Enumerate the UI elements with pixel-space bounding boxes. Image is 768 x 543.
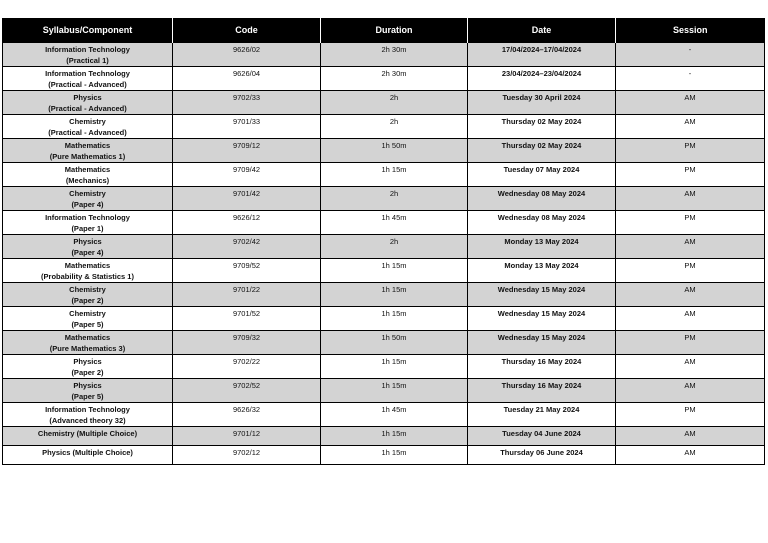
header-syllabus: Syllabus/Component: [3, 18, 173, 43]
exam-timetable: [2, 18, 764, 465]
session-cell: -: [616, 43, 765, 67]
table-row: [3, 235, 765, 259]
subject-name: Chemistry: [69, 285, 106, 294]
component-name: (Paper 2): [71, 295, 104, 305]
duration-cell: 1h 15m: [321, 163, 468, 187]
subject-cell: [3, 67, 173, 91]
date-cell: Monday 13 May 2024: [468, 259, 616, 283]
code-cell: 9709/32: [173, 331, 321, 355]
duration-cell: 1h 45m: [321, 211, 468, 235]
code-cell: 9626/02: [173, 43, 321, 67]
subject-name: Mathematics: [64, 165, 111, 174]
code-cell: 9701/12: [173, 427, 321, 446]
subject-name: Mathematics: [64, 261, 111, 270]
subject-cell: [3, 163, 173, 187]
table-row: [3, 403, 765, 427]
duration-cell: 1h 15m: [321, 427, 468, 446]
duration-cell: 1h 15m: [321, 259, 468, 283]
duration-cell: 2h: [321, 115, 468, 139]
component-name: (Practical 1): [66, 55, 109, 65]
table-row: [3, 355, 765, 379]
subject-cell: [3, 91, 173, 115]
subject-cell: [3, 235, 173, 259]
session-cell: PM: [616, 331, 765, 355]
code-cell: 9702/42: [173, 235, 321, 259]
session-cell: AM: [616, 187, 765, 211]
component-name: (Advanced theory 32): [49, 415, 126, 425]
header-row: [3, 18, 765, 43]
code-cell: 9701/33: [173, 115, 321, 139]
subject-cell: [3, 43, 173, 67]
date-cell: Wednesday 15 May 2024: [468, 307, 616, 331]
subject-name: Chemistry: [69, 309, 106, 318]
duration-cell: 1h 15m: [321, 355, 468, 379]
duration-cell: 2h 30m: [321, 43, 468, 67]
code-cell: 9701/52: [173, 307, 321, 331]
code-cell: 9626/12: [173, 211, 321, 235]
date-cell: Thursday 16 May 2024: [468, 355, 616, 379]
duration-cell: 1h 15m: [321, 307, 468, 331]
date-cell: 17/04/2024–17/04/2024: [468, 43, 616, 67]
subject-cell: [3, 379, 173, 403]
duration-cell: 1h 15m: [321, 446, 468, 465]
code-cell: 9701/42: [173, 187, 321, 211]
table-row: [3, 379, 765, 403]
duration-cell: 2h 30m: [321, 67, 468, 91]
header-date: Date: [468, 18, 616, 43]
date-cell: Tuesday 04 June 2024: [468, 427, 616, 446]
session-cell: AM: [616, 91, 765, 115]
code-cell: 9709/52: [173, 259, 321, 283]
code-cell: 9701/22: [173, 283, 321, 307]
code-cell: 9709/42: [173, 163, 321, 187]
subject-name: Physics (Multiple Choice): [42, 448, 133, 457]
component-name: (Paper 4): [71, 247, 104, 257]
duration-cell: 1h 50m: [321, 331, 468, 355]
subject-cell: [3, 259, 173, 283]
date-cell: Wednesday 08 May 2024: [468, 187, 616, 211]
component-name: (Paper 1): [71, 223, 104, 233]
session-cell: AM: [616, 307, 765, 331]
code-cell: 9626/04: [173, 67, 321, 91]
subject-cell: [3, 139, 173, 163]
session-cell: PM: [616, 163, 765, 187]
date-cell: Tuesday 30 April 2024: [468, 91, 616, 115]
component-name: (Practical - Advanced): [48, 127, 127, 137]
component-name: (Mechanics): [65, 175, 110, 185]
date-cell: Tuesday 07 May 2024: [468, 163, 616, 187]
component-name: (Pure Mathematics 3): [49, 343, 126, 353]
subject-cell: [3, 211, 173, 235]
table-row: [3, 427, 765, 446]
duration-cell: 2h: [321, 235, 468, 259]
table-row: [3, 446, 765, 465]
session-cell: AM: [616, 446, 765, 465]
table-row: [3, 139, 765, 163]
date-cell: Thursday 02 May 2024: [468, 115, 616, 139]
subject-cell: [3, 355, 173, 379]
date-cell: Wednesday 15 May 2024: [468, 331, 616, 355]
session-cell: -: [616, 67, 765, 91]
header-code: Code: [173, 18, 321, 43]
date-cell: Wednesday 15 May 2024: [468, 283, 616, 307]
subject-cell: [3, 115, 173, 139]
timetable-table: [2, 18, 765, 465]
subject-name: Physics: [73, 237, 102, 246]
session-cell: PM: [616, 211, 765, 235]
table-row: [3, 211, 765, 235]
header-duration: Duration: [321, 18, 468, 43]
table-row: [3, 163, 765, 187]
date-cell: Thursday 06 June 2024: [468, 446, 616, 465]
code-cell: 9626/32: [173, 403, 321, 427]
date-cell: Wednesday 08 May 2024: [468, 211, 616, 235]
session-cell: PM: [616, 403, 765, 427]
session-cell: AM: [616, 283, 765, 307]
table-row: [3, 43, 765, 67]
code-cell: 9702/33: [173, 91, 321, 115]
date-cell: Thursday 02 May 2024: [468, 139, 616, 163]
duration-cell: 2h: [321, 91, 468, 115]
component-name: (Paper 5): [71, 319, 104, 329]
date-cell: Thursday 16 May 2024: [468, 379, 616, 403]
date-cell: Tuesday 21 May 2024: [468, 403, 616, 427]
table-row: [3, 187, 765, 211]
subject-cell: [3, 331, 173, 355]
code-cell: 9709/12: [173, 139, 321, 163]
session-cell: AM: [616, 355, 765, 379]
session-cell: AM: [616, 379, 765, 403]
component-name: (Pure Mathematics 1): [49, 151, 126, 161]
subject-name: Chemistry (Multiple Choice): [37, 429, 138, 438]
subject-cell: [3, 427, 173, 446]
subject-name: Mathematics: [64, 141, 111, 150]
table-row: [3, 259, 765, 283]
table-row: [3, 283, 765, 307]
component-name: (Probability & Statistics 1): [41, 271, 134, 281]
table-row: [3, 307, 765, 331]
subject-name: Information Technology: [45, 213, 130, 222]
duration-cell: 1h 45m: [321, 403, 468, 427]
subject-cell: [3, 283, 173, 307]
subject-name: Mathematics: [64, 333, 111, 342]
session-cell: AM: [616, 115, 765, 139]
component-name: (Practical - Advanced): [48, 79, 127, 89]
component-name: (Paper 2): [71, 367, 104, 377]
code-cell: 9702/22: [173, 355, 321, 379]
date-cell: 23/04/2024–23/04/2024: [468, 67, 616, 91]
table-row: [3, 91, 765, 115]
subject-name: Information Technology: [45, 69, 130, 78]
subject-name: Chemistry: [69, 189, 106, 198]
subject-name: Chemistry: [69, 117, 106, 126]
session-cell: AM: [616, 427, 765, 446]
session-cell: AM: [616, 235, 765, 259]
subject-cell: [3, 307, 173, 331]
duration-cell: 1h 15m: [321, 283, 468, 307]
session-cell: PM: [616, 139, 765, 163]
subject-name: Physics: [73, 357, 102, 366]
subject-cell: [3, 187, 173, 211]
session-cell: PM: [616, 259, 765, 283]
duration-cell: 1h 15m: [321, 379, 468, 403]
date-cell: Monday 13 May 2024: [468, 235, 616, 259]
subject-cell: [3, 446, 173, 465]
table-row: [3, 331, 765, 355]
component-name: (Practical - Advanced): [48, 103, 127, 113]
subject-name: Information Technology: [45, 405, 130, 414]
subject-cell: [3, 403, 173, 427]
table-row: [3, 67, 765, 91]
header-session: Session: [616, 18, 765, 43]
code-cell: 9702/52: [173, 379, 321, 403]
table-row: [3, 115, 765, 139]
subject-name: Physics: [73, 381, 102, 390]
duration-cell: 2h: [321, 187, 468, 211]
subject-name: Physics: [73, 93, 102, 102]
code-cell: 9702/12: [173, 446, 321, 465]
subject-name: Information Technology: [45, 45, 130, 54]
component-name: (Paper 5): [71, 391, 104, 401]
duration-cell: 1h 50m: [321, 139, 468, 163]
component-name: (Paper 4): [71, 199, 104, 209]
